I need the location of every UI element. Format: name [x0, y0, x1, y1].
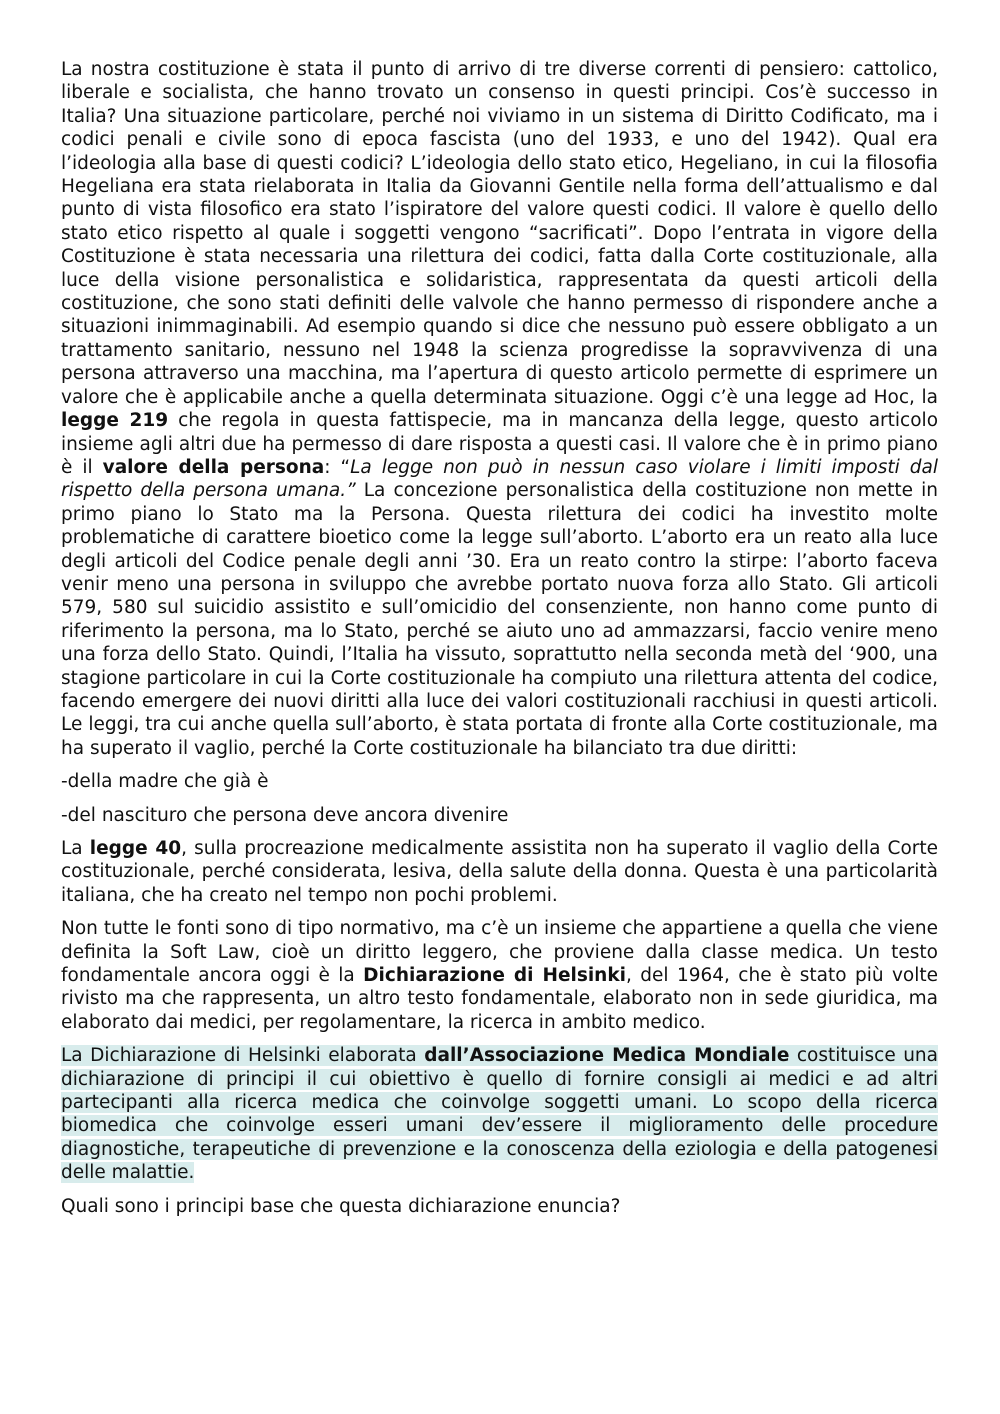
- bold-legge-219: legge 219: [61, 410, 169, 432]
- paragraph-highlighted-helsinki: [61, 1044, 938, 1184]
- text-run: : “: [324, 456, 351, 478]
- paragraph-question: Quali sono i principi base che questa dichiarazione enuncia?: [61, 1195, 621, 1217]
- bold-legge-40: legge 40: [89, 838, 182, 859]
- text-run: La nostra costituzione è stata il punto di arrivo di tre diverse correnti di pensiero: cattolico, liberale e socialista, che hanno trovato un consenso in questi principi. Cos’è successo in Italia? Una situazione particolare, perché noi viviamo in un sistema di Diritto Codificato, ma i codici penali e civile sono di epoca fascista (uno del 1933, e uno del 1942). Qual era l’ideologia alla base di questi codici? L’ideologia dello stato etico, Hegeliano, in cui la filosofia Hegeliana era stata rielaborata in Italia da Giovanni Gentile nella forma dell’attualismo e dal punto di vista filosofico era stato l’ispiratore del valore questi codici. Il valore è quello dello stato etico rispetto al quale i soggetti vengono “sacrificati”. Dopo l’entrata in vigore della Costituzione è stata necessaria una rilettura dei codici, fatta dalla Corte costituzionale, alla luce della visione personalistica e solidaristica, rappresentata da questi articoli della costituzione, che sono stati definiti delle valvole che hanno permesso di rispondere anche a situazioni inimmaginabili. Ad esempio quando si dice che nessuno può essere obbligato a un trattamento sanitario, nessuno nel 1948 la scienza progredisse la sopravvivenza di una persona attraverso una macchina, ma l’apertura di questo articolo permette di esprimere un valore che è applicabile anche a quella determinata situazione. Oggi c’è una legge ad Hoc, la: [61, 59, 938, 408]
- text-run: che regola in questa fattispecie, ma in mancanza della legge, questo articolo insieme agli altri due ha permesso di dare risposta a questi casi. Il valore che è in primo piano è il: [61, 410, 939, 478]
- document-page: [61, 58, 938, 1228]
- list-item-nascituro: -del nascituro che persona deve ancora divenire: [61, 804, 509, 826]
- italic-quote: La legge non può in nessun caso violare i limiti imposti dal rispetto della persona umana.”: [61, 456, 938, 502]
- highlighted-text: [61, 1045, 938, 1183]
- paragraph-costituzione: [61, 58, 938, 760]
- text-run: La Dichiarazione di Helsinki elaborata: [61, 1045, 425, 1067]
- bold-associazione-medica: dall’Associazione Medica Mondiale: [424, 1045, 790, 1067]
- text-run: , sulla procreazione medicalmente assistita non ha superato il vaglio della Corte costituzionale, perché considerata, lesiva, della salute della donna. Questa è una particolarità italiana, che ha creato nel tempo non pochi problemi.: [61, 838, 939, 906]
- bold-dichiarazione-helsinki: Dichiarazione di Helsinki: [363, 965, 626, 987]
- text-run: Non tutte le fonti sono di tipo normativo, ma c’è un insieme che appartiene a quella che viene definita la Soft Law, cioè un diritto leggero, che proviene dalla classe medica. Un testo fondamentale ancora oggi è la: [61, 918, 938, 987]
- paragraph-legge-40: [61, 837, 938, 907]
- text-run: costituisce una dichiarazione di principi il cui obiettivo è quello di fornire consigli ai medici e ad altri partecipanti alla ricerca medica che coinvolge soggetti umani. Lo scopo della ricerca biomedica che coinvolge esseri umani dev’essere il miglioramento delle procedure diagnostiche, terapeutiche di prevenzione e la conoscenza della eziologia e della patogenesi delle malattie.: [61, 1045, 938, 1184]
- text-run: La concezione personalistica della costituzione non mette in primo piano lo Stato ma la Persona. Questa rilettura dei codici ha investito molte problematiche di carattere bioetico come la legge sull’aborto. L’aborto era un reato alla luce degli articoli del Codice penale degli anni ’30. Era un reato contro la stirpe: l’aborto faceva venir meno una persona in sviluppo che avrebbe portato nuova forza allo Stato. Gli articoli 579, 580 sul suicidio assistito e sull’omicidio del consenziente, non hanno come punto di riferimento la persona, ma lo Stato, perché se aiuto uno ad ammazzarsi, faccio venire meno una forza dello Stato. Quindi, l’Italia ha vissuto, soprattutto nella seconda metà del ‘900, una stagione particolare in cui la Corte costituzionale ha compiuto una rilettura attenta del codice, facendo emergere dei nuovi diritti alla luce dei valori costituzionali racchiusi in questi articoli. Le leggi, tra cui anche quella sull’aborto, è stata portata di fronte alla Corte costituzionale, ma ha superato il vaglio, perché la Corte costituzionale ha bilanciato tra due diritti:: [61, 480, 938, 759]
- list-item-madre: -della madre che già è: [61, 771, 269, 793]
- paragraph-soft-law: [61, 917, 938, 1034]
- text-run: La: [61, 838, 90, 859]
- text-run: , del 1964, che è stato più volte rivisto ma che rappresenta, un altro testo fondamentale, elaborato non in sede giuridica, ma elaborato dai medici, per regolamentare, la ricerca in ambito medico.: [61, 965, 938, 1033]
- bold-valore-persona: valore della persona: [102, 456, 325, 478]
